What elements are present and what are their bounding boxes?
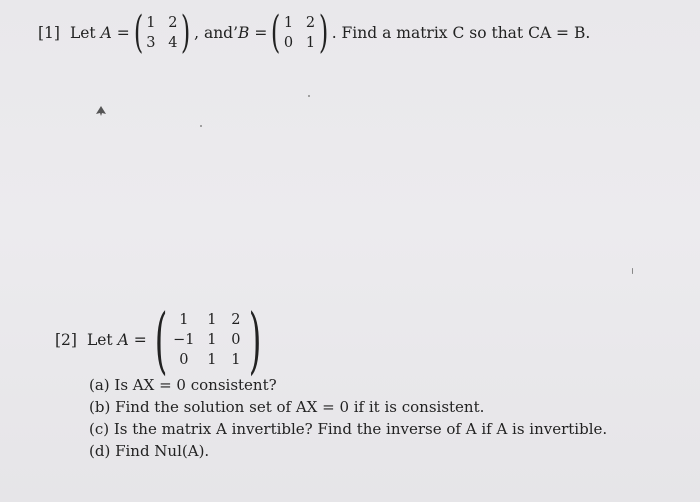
problem-1-number: [1] bbox=[38, 24, 60, 42]
problem-2-part-b: (b) Find the solution set of AX = 0 if it is consistent. bbox=[89, 398, 485, 416]
matrix-cell: 0 bbox=[231, 332, 241, 348]
matrix-cell: 1 bbox=[146, 15, 156, 31]
problem-1: [1] Let A = ( 1 2 3 4 ) , and ’ B = ( 1 2 0 1 ) . Find a matrix C so that CA = B. bbox=[38, 7, 591, 58]
problem-2 bbox=[55, 298, 269, 382]
matrix-cell: 2 bbox=[305, 15, 316, 31]
problem-2-let: Let bbox=[86, 331, 113, 349]
problem-1-matrix-a-symbol: A bbox=[100, 24, 112, 42]
matrix-cell: 2 bbox=[231, 312, 241, 328]
speck-mark bbox=[632, 268, 633, 274]
matrix-b-2x2 bbox=[283, 15, 317, 51]
problem-2-number: [2] bbox=[55, 331, 77, 349]
problem-2-part-a: (a) Is AX = 0 consistent? bbox=[89, 376, 277, 394]
matrix-a-2x2 bbox=[145, 15, 179, 51]
left-paren: ( bbox=[133, 7, 144, 58]
problem-2-part-d: (d) Find Nul(A). bbox=[89, 442, 210, 460]
mouse-cursor-icon bbox=[95, 105, 107, 117]
speck-mark bbox=[308, 95, 310, 97]
problem-1-equals-a: = bbox=[116, 24, 130, 42]
matrix-cell: 1 bbox=[231, 352, 241, 368]
matrix-cell: 1 bbox=[283, 15, 294, 31]
problem-1-and: , and bbox=[194, 24, 234, 42]
matrix-cell: 1 bbox=[207, 352, 217, 368]
matrix-a-3x3 bbox=[173, 312, 243, 368]
problem-1-matrix-b-symbol: B bbox=[238, 24, 250, 42]
problem-2-matrix-a-symbol: A bbox=[117, 331, 129, 349]
problem-1-equals-b: = bbox=[254, 24, 268, 42]
speck-mark bbox=[200, 125, 202, 127]
matrix-cell: 0 bbox=[283, 35, 294, 51]
matrix-cell: 4 bbox=[168, 35, 178, 51]
right-paren: ) bbox=[248, 298, 262, 382]
left-paren: ( bbox=[154, 298, 168, 382]
matrix-cell: 1 bbox=[207, 312, 217, 328]
matrix-cell: 0 bbox=[179, 352, 189, 368]
matrix-cell: −1 bbox=[173, 332, 195, 348]
matrix-cell: 3 bbox=[146, 35, 156, 51]
matrix-cell: 2 bbox=[168, 15, 178, 31]
problem-1-sentence: . Find a matrix C so that CA = B. bbox=[331, 24, 591, 42]
matrix-cell: 1 bbox=[207, 332, 217, 348]
matrix-cell: 1 bbox=[305, 35, 316, 51]
right-paren: ) bbox=[318, 7, 328, 58]
matrix-cell: 1 bbox=[179, 312, 189, 328]
left-paren: ( bbox=[271, 7, 281, 58]
problem-2-equals: = bbox=[133, 331, 147, 349]
problem-2-part-c: (c) Is the matrix A invertible? Find the inverse of A if A is invertible. bbox=[89, 420, 608, 438]
problem-1-let: Let bbox=[69, 24, 96, 42]
right-paren: ) bbox=[180, 7, 191, 58]
